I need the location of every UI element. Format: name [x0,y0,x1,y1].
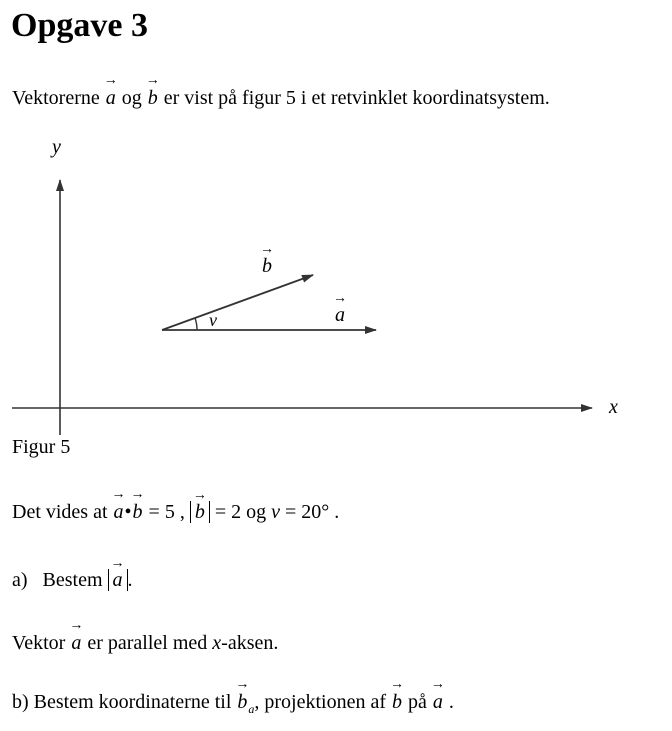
intro-og: og [121,87,142,109]
projection-vector-b: → b [236,690,248,714]
question-a-label: a) [12,569,28,591]
parallel-vector-a: → a [70,631,82,655]
angle-variable: v [271,501,280,523]
question-a [12,568,133,592]
given-vector-a: → a [113,500,125,524]
angle-value: = 20° . [285,501,340,523]
vector-b-arrow [162,275,313,330]
question-b-vector-a: → a [432,690,444,714]
abs-b-vector: → b [194,501,206,523]
dot-product-value: = 5 , [148,501,185,523]
abs-a [108,569,128,591]
page-title: Opgave 3 [11,7,148,44]
angle-arc [195,318,197,330]
abs-a-vector: → a [112,569,124,591]
vector-a-label: → a [334,304,346,327]
question-a-end: . [127,569,133,591]
angle-label: v [209,310,217,330]
figure-5 [0,130,672,458]
given-og: og [246,501,267,523]
parallel-middle: er parallel med [87,632,208,654]
dot-operator: • [124,501,132,523]
question-b-label: b) Bestem koordinaterne til [12,691,232,713]
parallel-suffix: -aksen. [221,632,279,654]
abs-b-value: = 2 [214,501,242,523]
vector-b-symbol: → b [147,86,159,110]
figure-caption: Figur 5 [12,436,71,458]
question-a-text: Bestem [42,569,103,591]
given-prefix: Det vides at [12,501,108,523]
y-axis-label: y [52,136,61,158]
projection-subscript: a [248,702,255,716]
intro-part2: er vist på figur 5 i et retvinklet koordinatsystem. [163,87,550,109]
parallel-statement [12,631,278,655]
question-b [12,690,454,721]
abs-b [190,501,210,523]
vector-b-label: → b [261,255,273,278]
given-statement [12,500,339,524]
intro-text [12,86,550,110]
vector-a-symbol: → a [105,86,117,110]
coordinate-diagram [0,130,672,440]
question-b-pa: på [408,691,427,713]
question-b-vector-b: → b [391,690,403,714]
question-b-end: . [448,691,454,713]
parallel-axis: x [212,632,222,654]
x-axis-label: x [609,396,618,418]
intro-part1: Vektorerne [12,87,100,109]
given-vector-b: → b [132,500,144,524]
parallel-prefix: Vektor [12,632,66,654]
question-b-middle: , projektionen af [254,691,387,713]
